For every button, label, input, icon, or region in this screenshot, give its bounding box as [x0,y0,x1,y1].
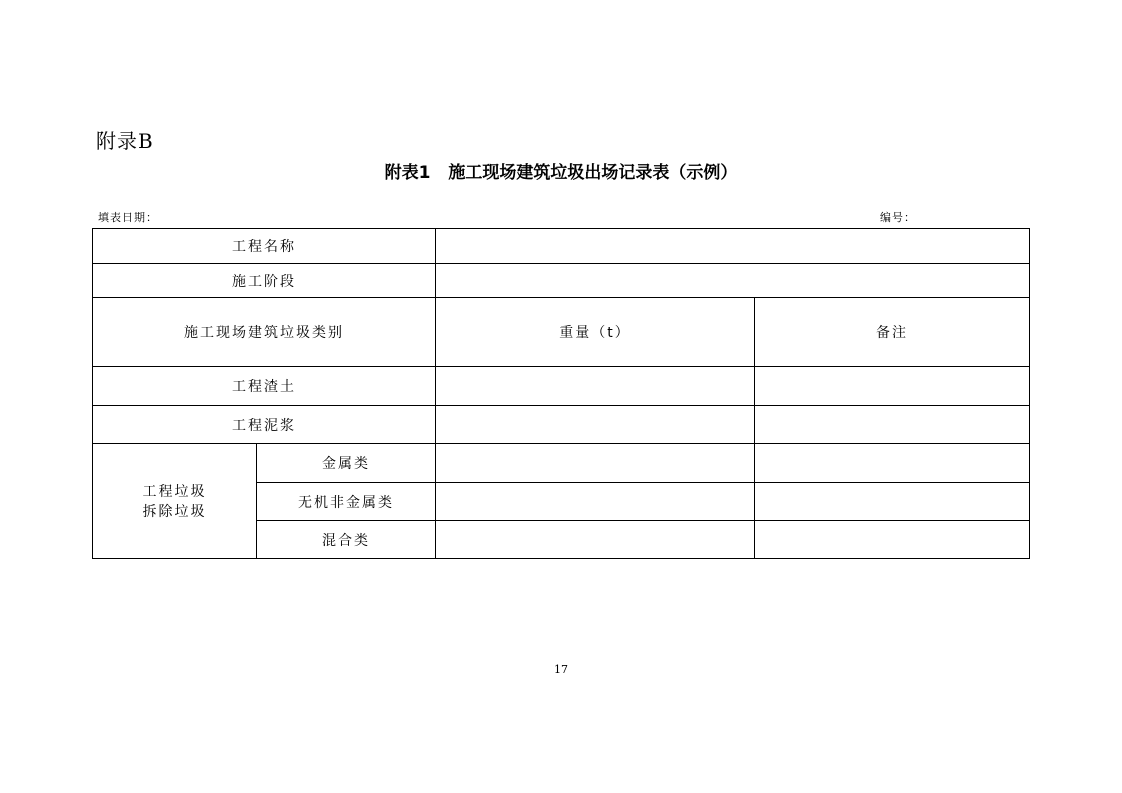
page-number: 17 [554,663,568,676]
subcategory-label-inorganic-nonmetal: 无机非金属类 [257,483,436,521]
table-row [93,406,1030,444]
table-row-project-name [93,229,1030,264]
table-row [93,444,1030,483]
weight-cell[interactable] [436,406,755,444]
weight-cell[interactable] [436,521,755,559]
table-title-number: 附表1 [384,163,431,183]
project-name-label: 工程名称 [93,229,436,264]
subcategory-label-mixed: 混合类 [257,521,436,559]
record-table [92,228,1030,559]
remarks-cell[interactable] [755,483,1030,521]
serial-number-label: 编号： [880,211,916,224]
subcategory-label-metal: 金属类 [257,444,436,483]
weight-cell[interactable] [436,367,755,406]
construction-phase-label: 施工阶段 [93,264,436,298]
remarks-cell[interactable] [755,406,1030,444]
header-weight: 重量（t） [436,298,755,367]
table-row-construction-phase [93,264,1030,298]
group-label-line1: 工程垃圾 [142,484,207,500]
remarks-cell[interactable] [755,367,1030,406]
group-label-line2: 拆除垃圾 [142,504,207,520]
table-row [93,367,1030,406]
group-label [93,444,257,559]
table-title [0,161,1122,185]
header-category: 施工现场建筑垃圾类别 [93,298,436,367]
construction-phase-value[interactable] [436,264,1030,298]
weight-cell[interactable] [436,444,755,483]
category-label-engineering-mud: 工程泥浆 [93,406,436,444]
appendix-label: 附录B [96,129,154,153]
project-name-value[interactable] [436,229,1030,264]
remarks-cell[interactable] [755,521,1030,559]
table-title-text: 施工现场建筑垃圾出场记录表（示例） [448,163,738,183]
fill-date-label: 填表日期： [98,211,158,224]
header-remarks: 备注 [755,298,1030,367]
remarks-cell[interactable] [755,444,1030,483]
table-header-row [93,298,1030,367]
weight-cell[interactable] [436,483,755,521]
category-label-engineering-muck: 工程渣土 [93,367,436,406]
